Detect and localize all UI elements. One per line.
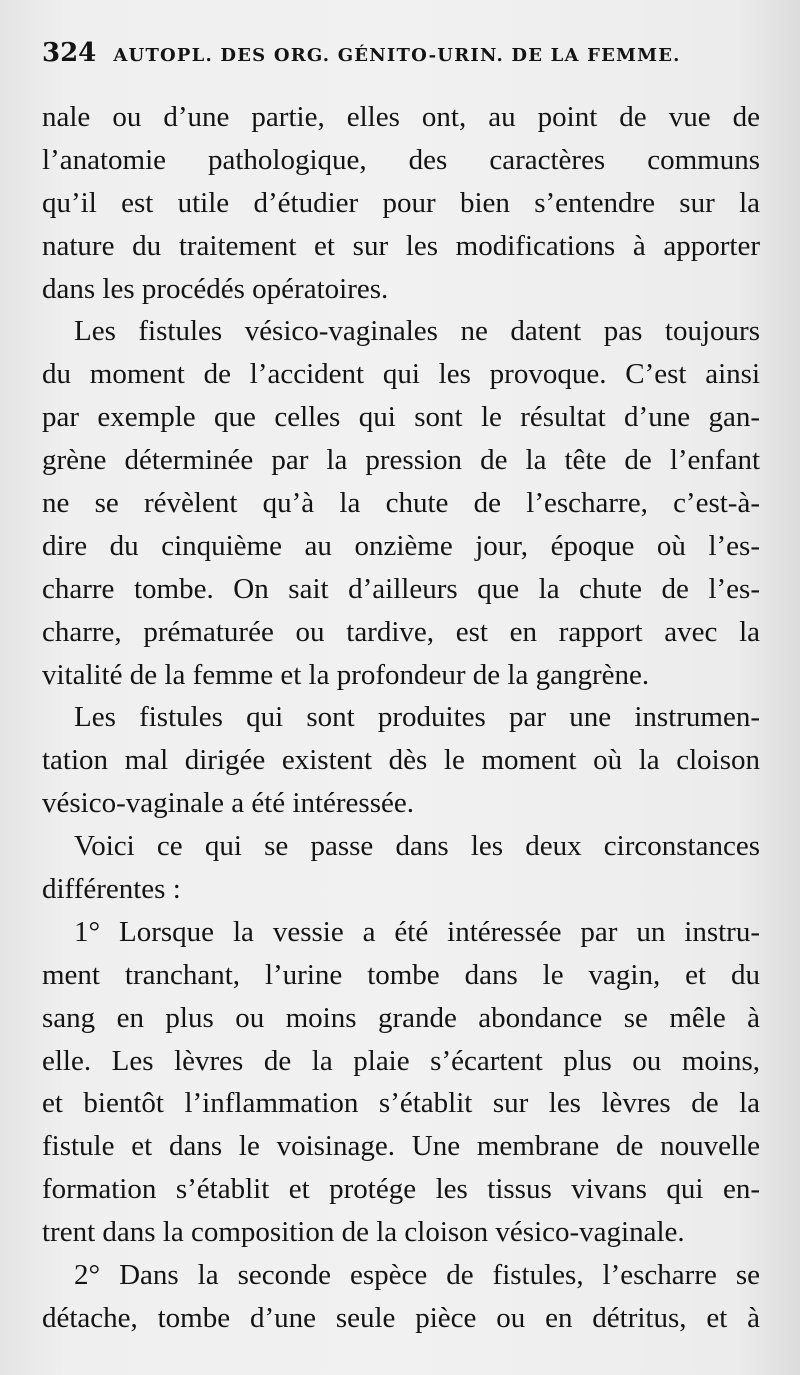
text-line: qu’il est utile d’étudier pour bien s’entendre sur la (42, 186, 760, 219)
text-line: l’anatomie pathologique, des caractères communs (42, 143, 760, 176)
text-line: fistule et dans le voisinage. Une membrane de nouvelle (42, 1130, 760, 1163)
text-line: détache, tombe d’une seule pièce ou en détritus, et à (42, 1301, 760, 1334)
text-line: vésico-vaginale a été intéressée. (42, 787, 414, 820)
text-line: trent dans la composition de la cloison vésico-vaginale. (42, 1216, 685, 1249)
text-line: sang en plus ou moins grande abondance se mêle à (42, 1001, 760, 1034)
text-line: différentes : (42, 873, 181, 906)
text-line: grène déterminée par la pression de la tête de l’enfant (42, 444, 760, 477)
page-header (42, 38, 762, 78)
text-line: du moment de l’accident qui les provoque. C’est ainsi (42, 358, 760, 391)
text-line: Les fistules qui sont produites par une instrumen- (74, 701, 760, 734)
text-line: ne se révèlent qu’à la chute de l’escharre, c’est-à- (42, 487, 760, 520)
text-line: vitalité de la femme et la profondeur de la gangrène. (42, 658, 650, 691)
text-line: Les fistules vésico-vaginales ne datent pas toujours (74, 315, 760, 348)
running-head: AUTOPL. DES ORG. GÉNITO-URIN. DE LA FEMME. (113, 45, 681, 66)
text-line: Voici ce qui se passe dans les deux circonstances (74, 830, 760, 863)
text-line: charre, prématurée ou tardive, est en rapport avec la (42, 615, 760, 648)
text-line: par exemple que celles qui sont le résultat d’une gan- (42, 401, 760, 434)
text-line: nale ou d’une partie, elles ont, au point de vue de (42, 101, 760, 133)
text-line: dire du cinquième au onzième jour, époque où l’es- (42, 529, 760, 562)
text-line: dans les procédés opératoires. (42, 272, 389, 305)
text-line: 2° Dans la seconde espèce de fistules, l’escharre se (74, 1259, 760, 1292)
text-line: tation mal dirigée existent dès le moment où la cloison (42, 744, 760, 777)
text-line: et bientôt l’inflammation s’établit sur les lèvres de la (42, 1087, 760, 1120)
text-line: charre tombe. On sait d’ailleurs que la chute de l’es- (42, 572, 760, 605)
page-number: 324 (42, 38, 97, 68)
text-line: formation s’établit et protége les tissus vivans qui en- (42, 1173, 760, 1206)
text-line: 1° Lorsque la vessie a été intéressée par un instru- (74, 915, 760, 948)
text-line: elle. Les lèvres de la plaie s’écartent plus ou moins, (42, 1044, 760, 1077)
body-text (42, 96, 760, 1340)
text-line: ment tranchant, l’urine tombe dans le vagin, et du (42, 958, 760, 991)
text-line: nature du traitement et sur les modifications à apporter (42, 229, 760, 262)
